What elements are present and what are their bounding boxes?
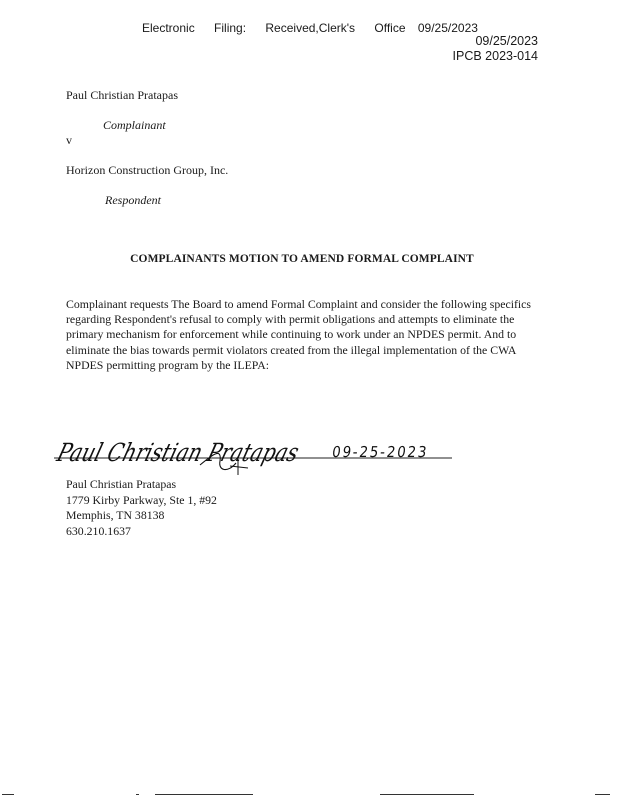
filed-date: 09/25/2023 (475, 34, 538, 48)
bottom-rule-2 (136, 794, 139, 795)
address-line-2: Memphis, TN 38138 (66, 508, 165, 523)
bottom-rule-4 (380, 794, 474, 795)
document-title: COMPLAINANTS MOTION TO AMEND FORMAL COMPLAINT (130, 253, 474, 265)
phone-number: 630.210.1637 (66, 523, 131, 538)
bottom-rule-1 (2, 794, 14, 795)
bottom-rule-5 (595, 794, 610, 795)
signature-date-script: 09-25-2023 (330, 443, 441, 461)
filing-stamp (142, 21, 478, 35)
stamp-date: 09/25/2023 (417, 21, 478, 35)
motion-body-paragraph: Complainant requests The Board to amend Formal Complaint and consider the following specifics regarding Respondent's refusal to comply with permit obligations and attempts to eliminate the primary mechanism for enforcement while continuing to work under an NPDES permit. And to eliminate the bias towards permit violators created from the illegal implementation of the CWA NPDES permitting program by the ILEPA: (66, 297, 532, 372)
handwritten-signature (50, 425, 470, 483)
stamp-label-office: Office (374, 21, 406, 35)
complainant-name: Paul Christian Pratapas (66, 88, 178, 102)
versus-label: v (66, 133, 72, 147)
signature-block (66, 477, 217, 539)
stamp-label-electronic: Electronic (142, 21, 195, 35)
bottom-rule-3 (155, 794, 253, 795)
printed-name: Paul Christian Pratapas (66, 477, 177, 491)
signature-name-script: Paul Christian Pratapas (53, 438, 363, 468)
complainant-role: Complainant (103, 118, 166, 132)
respondent-role: Respondent (105, 193, 161, 207)
stamp-label-filing: Filing: (214, 21, 247, 35)
case-number: IPCB 2023-014 (452, 49, 538, 63)
address-line-1: 1779 Kirby Parkway, Ste 1, #92 (66, 492, 217, 507)
stamp-label-received: Received,Clerk's (265, 21, 356, 35)
respondent-name: Horizon Construction Group, Inc. (66, 163, 229, 177)
